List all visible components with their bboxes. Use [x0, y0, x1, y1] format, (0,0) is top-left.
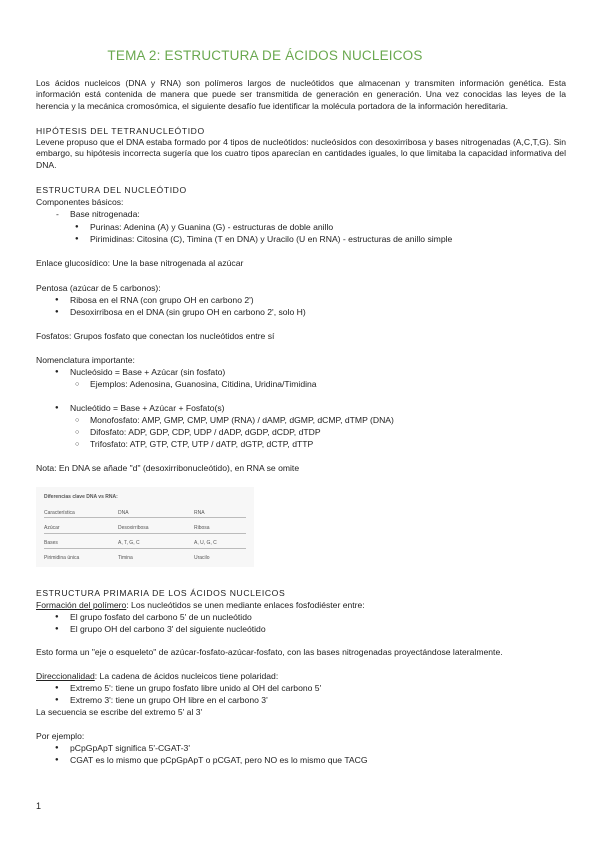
- nucleotide-heading: ESTRUCTURA DEL NUCLEÓTIDO: [36, 185, 187, 195]
- list-item: ● El grupo OH del carbono 3' del siguiente nucleótido: [70, 624, 266, 635]
- table-cell: Ribosa: [194, 525, 210, 531]
- list-item: ○ Ejemplos: Adenosina, Guanosina, Citidina, Uridina/Timidina: [90, 379, 317, 390]
- pentose-label: Pentosa (azúcar de 5 carbonos):: [36, 283, 161, 293]
- table-divider: [44, 517, 246, 518]
- primary-structure-heading: ESTRUCTURA PRIMARIA DE LOS ÁCIDOS NUCLEICOS: [36, 588, 286, 598]
- directionality-text: [36, 671, 566, 682]
- backbone-text: Esto forma un "eje o esqueleto" de azúcar-fosfato-azúcar-fosfato, con las bases nitrogenadas proyectándose lateralmente.: [36, 647, 503, 657]
- table-cell: Bases: [44, 540, 58, 546]
- page-number: 1: [36, 801, 42, 811]
- directionality-label: Direccionalidad: [36, 671, 95, 681]
- table-cell: Pirimidina única: [44, 555, 80, 561]
- table-caption: Diferencias clave DNA vs RNA:: [44, 494, 118, 500]
- polymer-formation-desc: : Los nucleótidos se unen mediante enlaces fosfodiéster entre:: [126, 600, 365, 610]
- table-cell: Desoxirribosa: [118, 525, 149, 531]
- table-cell: Azúcar: [44, 525, 60, 531]
- list-item: - Base nitrogenada:: [70, 209, 140, 220]
- list-item: ● Desoxirribosa en el DNA (sin grupo OH en carbono 2', solo H): [70, 307, 306, 318]
- table-cell: Uracilo: [194, 555, 210, 561]
- sequence-direction-text: La secuencia se escribe del extremo 5' al 3': [36, 707, 203, 717]
- table-divider: [44, 533, 246, 534]
- list-item: ● Nucleósido = Base + Azúcar (sin fosfato): [70, 367, 225, 378]
- page-title: TEMA 2: ESTRUCTURA DE ÁCIDOS NUCLEICOS: [107, 48, 423, 63]
- list-item: ● Pirimidinas: Citosina (C), Timina (T en DNA) y Uracilo (U en RNA) - estructuras de anillo simple: [90, 234, 452, 245]
- list-item: ○ Monofosfato: AMP, GMP, CMP, UMP (RNA) / dAMP, dGMP, dCMP, dTMP (DNA): [90, 415, 394, 426]
- polymer-formation-label: Formación del polímero: [36, 600, 127, 610]
- list-item: ● pCpGpApT significa 5'-CGAT-3': [70, 743, 190, 754]
- glycosidic-bond-text: Enlace glucosídico: Une la base nitrogenada al azúcar: [36, 258, 244, 268]
- table-cell: A, U, G, C: [194, 540, 217, 546]
- directionality-desc: : La cadena de ácidos nucleicos tiene polaridad:: [94, 671, 279, 681]
- list-item: ● Ribosa en el RNA (con grupo OH en carbono 2'): [70, 295, 254, 306]
- intro-paragraph: Los ácidos nucleicos (DNA y RNA) son polímeros largos de nucleótidos que almacenan y transmiten información genética. Esta información está contenida de manera que puede ser transmitida de generación en generación. Una vez conocidas las leyes de la herencia y la mecánica cromosómica, el siguiente desafío fue identificar la molécula portadora de la información hereditaria.: [36, 78, 566, 111]
- table-header: DNA: [118, 510, 129, 516]
- list-item: ○ Trifosfato: ATP, GTP, CTP, UTP / dATP, dGTP, dCTP, dTTP: [90, 439, 313, 450]
- list-item: ● Purinas: Adenina (A) y Guanina (G) - estructuras de doble anillo: [90, 222, 333, 233]
- tetranucleotide-heading: HIPÓTESIS DEL TETRANUCLEÓTIDO: [36, 126, 205, 136]
- dna-rna-table-image: [36, 487, 254, 567]
- table-cell: Timina: [118, 555, 133, 561]
- list-item: ● Extremo 3': tiene un grupo OH libre en el carbono 3': [70, 695, 268, 706]
- tetranucleotide-text: Levene propuso que el DNA estaba formado por 4 tipos de nucleótidos: nucleósidos con desoxirribosa y bases nitrogenadas (A,C,T,G). Sin embargo, su hipótesis incorrecta sugería que los cuatro tipos aparecían en cantidades iguales, lo que limitaba la capacidad informativa del DNA.: [36, 137, 566, 170]
- list-item: ● CGAT es lo mismo que pCpGpApT o pCGAT, pero NO es lo mismo que TACG: [70, 755, 368, 766]
- phosphates-text: Fosfatos: Grupos fosfato que conectan los nucleótidos entre sí: [36, 331, 275, 341]
- polymer-formation-text: [36, 600, 566, 611]
- list-item: ● El grupo fosfato del carbono 5' de un nucleótido: [70, 612, 252, 623]
- components-label: Componentes básicos:: [36, 197, 124, 207]
- table-header: Característica: [44, 510, 75, 516]
- table-divider: [44, 548, 246, 549]
- example-label: Por ejemplo:: [36, 731, 85, 741]
- table-cell: A, T, G, C: [118, 540, 140, 546]
- nomenclature-label: Nomenclatura importante:: [36, 355, 135, 365]
- table-header: RNA: [194, 510, 205, 516]
- list-item: ● Extremo 5': tiene un grupo fosfato libre unido al OH del carbono 5': [70, 683, 321, 694]
- list-item: ● Nucleótido = Base + Azúcar + Fosfato(s): [70, 403, 225, 414]
- nomenclature-note: Nota: En DNA se añade "d" (desoxirribonucleótido), en RNA se omite: [36, 463, 300, 473]
- list-item: ○ Difosfato: ADP, GDP, CDP, UDP / dADP, dGDP, dCDP, dTDP: [90, 427, 321, 438]
